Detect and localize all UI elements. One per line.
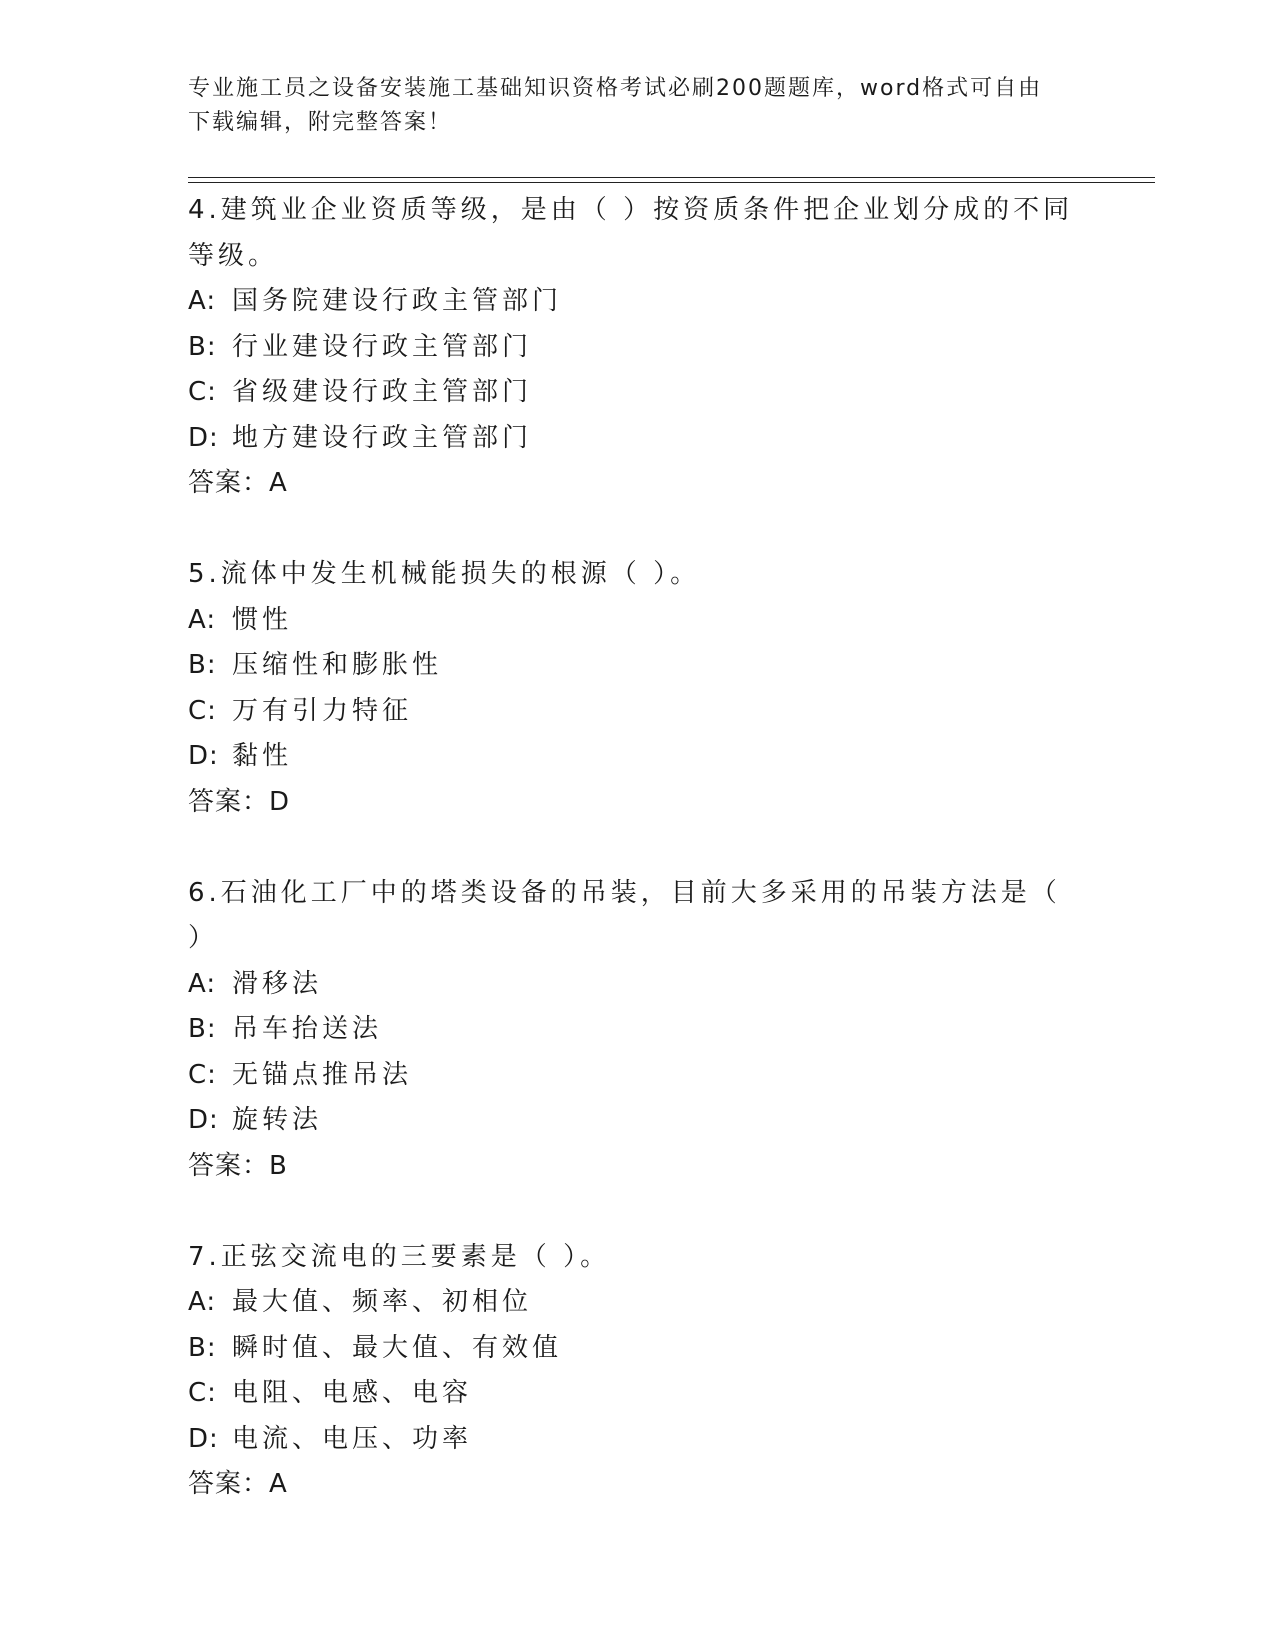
option-d — [188, 734, 1088, 780]
question-4 — [188, 188, 1088, 552]
option-key: A: — [188, 604, 217, 635]
option-b — [188, 1007, 1088, 1053]
option-text: 压缩性和膨胀性 — [232, 650, 443, 680]
option-d — [188, 1098, 1088, 1144]
question-gap — [188, 507, 1088, 553]
option-key: A: — [188, 286, 217, 316]
option-a — [188, 962, 1088, 1008]
option-key: B: — [188, 1332, 217, 1363]
question-stem: 4.建筑业企业资质等级，是由（ ）按资质条件把企业划分成的不同等级。 — [188, 195, 1074, 271]
question-stem: 5.流体中发生机械能损失的根源（ ）。 — [188, 559, 701, 589]
option-text: 惯性 — [232, 604, 293, 635]
answer-value: D — [269, 786, 291, 817]
option-text: 黏性 — [232, 741, 293, 771]
option-key: D: — [188, 1423, 219, 1454]
option-d — [188, 1417, 1088, 1463]
option-text: 电流、电压、功率 — [232, 1423, 473, 1454]
option-text: 省级建设行政主管部门 — [232, 377, 533, 407]
option-text: 行业建设行政主管部门 — [232, 331, 533, 362]
option-d — [188, 416, 1088, 462]
answer-label: 答案： — [188, 786, 270, 817]
option-text: 万有引力特征 — [232, 695, 413, 726]
question-gap — [188, 825, 1088, 871]
question-stem: 7.正弦交流电的三要素是（ ）。 — [188, 1241, 611, 1272]
option-a — [188, 1280, 1088, 1326]
question-stem: 6.石油化工厂中的塔类设备的吊装，目前大多采用的吊装方法是（ ） — [188, 877, 1061, 953]
option-text: 无锚点推吊法 — [232, 1059, 413, 1090]
option-text: 最大值、频率、初相位 — [232, 1287, 533, 1317]
option-c — [188, 1371, 1088, 1417]
answer-line — [188, 780, 1088, 826]
option-key: C: — [188, 1378, 217, 1408]
option-key: C: — [188, 1059, 217, 1090]
question-6 — [188, 871, 1088, 1235]
question-gap — [188, 1189, 1088, 1235]
option-key: B: — [188, 331, 217, 362]
option-key: B: — [188, 650, 217, 680]
option-key: A: — [188, 968, 217, 999]
option-text: 国务院建设行政主管部门 — [232, 286, 563, 316]
answer-value: B — [269, 1150, 288, 1181]
option-text: 滑移法 — [232, 968, 323, 999]
answer-line — [188, 1462, 1088, 1508]
option-key: C: — [188, 695, 217, 726]
header-divider-bottom — [188, 182, 1155, 183]
answer-value: A — [269, 1469, 288, 1499]
option-b — [188, 1326, 1088, 1372]
option-b — [188, 325, 1088, 371]
option-c — [188, 689, 1088, 735]
option-c — [188, 1053, 1088, 1099]
option-key: A: — [188, 1287, 217, 1317]
question-7 — [188, 1235, 1088, 1508]
option-key: D: — [188, 1105, 219, 1135]
answer-label: 答案： — [188, 1469, 270, 1499]
question-list — [188, 188, 1088, 1508]
option-b — [188, 643, 1088, 689]
answer-label: 答案： — [188, 1150, 270, 1181]
question-5 — [188, 552, 1088, 871]
answer-label: 答案： — [188, 468, 270, 498]
option-key: B: — [188, 1014, 217, 1044]
option-text: 瞬时值、最大值、有效值 — [232, 1332, 563, 1363]
answer-line — [188, 461, 1088, 507]
header-divider-top — [188, 177, 1155, 178]
option-text: 电阻、电感、电容 — [232, 1378, 473, 1408]
option-a — [188, 598, 1088, 644]
answer-line — [188, 1144, 1088, 1190]
option-text: 地方建设行政主管部门 — [232, 422, 533, 453]
option-c — [188, 370, 1088, 416]
document-header — [188, 72, 1068, 140]
option-key: D: — [188, 741, 219, 771]
option-key: D: — [188, 422, 219, 453]
option-text: 吊车抬送法 — [232, 1014, 383, 1044]
option-key: C: — [188, 377, 217, 407]
option-a — [188, 279, 1088, 325]
header-line-1: 专业施工员之设备安装施工基础知识资格考试必刷200题题库，word格式可自由 — [188, 76, 1043, 101]
option-text: 旋转法 — [232, 1105, 323, 1135]
answer-value: A — [269, 468, 288, 498]
header-line-2: 下载编辑，附完整答案！ — [188, 110, 453, 135]
